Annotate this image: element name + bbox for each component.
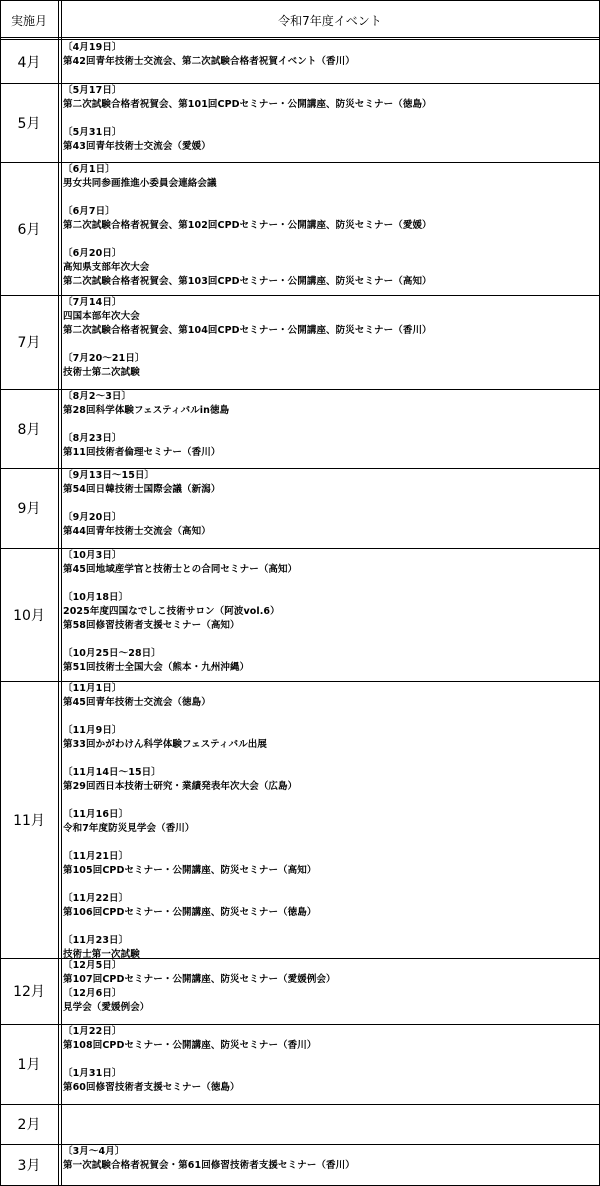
event-date: 〔1月31日〕 xyxy=(63,1068,122,1079)
event-title: 第45回地域産学官と技術士との合同セミナー（高知） xyxy=(63,564,298,575)
events-cell xyxy=(63,163,598,289)
month-cell: 2月 xyxy=(17,1117,41,1133)
event-title: 第29回西日本技術士研究・業績発表年次大会（広島） xyxy=(63,781,298,792)
events-cell xyxy=(63,390,598,460)
event-title: 第43回青年技術士交流会（愛媛） xyxy=(63,141,211,152)
event-entry xyxy=(63,549,598,577)
row-divider xyxy=(0,0,600,1)
event-title: 第51回技術士全国大会（熊本・九州沖縄） xyxy=(63,662,250,673)
month-cell: 9月 xyxy=(17,501,41,517)
event-date: 〔4月19日〕 xyxy=(63,42,122,53)
event-entry xyxy=(63,84,598,112)
month-cell: 10月 xyxy=(13,607,45,624)
event-title: 第28回科学体験フェスティバルin徳島 xyxy=(63,405,230,416)
event-title: 第11回技術者倫理セミナー（香川） xyxy=(63,447,221,458)
events-cell xyxy=(63,469,598,539)
column-divider xyxy=(58,0,59,1186)
month-cell: 3月 xyxy=(17,1158,41,1174)
events-cell xyxy=(63,1145,598,1173)
event-title: 第一次試験合格者祝賀会・第61回修習技術者支援セミナー（香川） xyxy=(63,1160,355,1171)
event-entry xyxy=(63,41,598,69)
event-title: 2025年度四国なでしこ技術サロン（阿波vol.6） xyxy=(63,606,280,617)
event-title: 第44回青年技術士交流会（高知） xyxy=(63,526,211,537)
event-entry xyxy=(63,682,598,710)
row-divider xyxy=(0,37,600,38)
event-date: 〔6月1日〕 xyxy=(63,164,115,175)
event-title: 第二次試験合格者祝賀会、第103回CPDセミナー・公開講座、防災セミナー（高知） xyxy=(63,276,432,287)
event-entry xyxy=(63,511,598,539)
event-entry xyxy=(63,647,598,675)
event-entry xyxy=(63,432,598,460)
event-date: 〔10月25日～28日〕 xyxy=(63,648,161,659)
event-entry xyxy=(63,959,598,987)
month-column-header: 実施月 xyxy=(10,13,47,28)
event-entry xyxy=(63,390,598,418)
event-title: 第58回修習技術者支援セミナー（高知） xyxy=(63,620,240,631)
event-title: 見学会（愛媛例会） xyxy=(63,1002,150,1013)
event-date: 〔11月23日〕 xyxy=(63,935,129,946)
month-cell: 12月 xyxy=(13,984,45,1000)
event-entry xyxy=(63,892,598,920)
event-entry xyxy=(63,247,598,289)
event-date: 〔5月17日〕 xyxy=(63,85,122,96)
event-title: 令和7年度防災見学会（香川） xyxy=(63,823,195,834)
event-date: 〔11月1日〕 xyxy=(63,683,122,694)
event-entry xyxy=(63,724,598,752)
events-column-header: 令和7年度イベント xyxy=(278,13,382,28)
events-cell xyxy=(63,41,598,69)
event-date: 〔11月9日〕 xyxy=(63,725,122,736)
event-date: 〔11月14日～15日〕 xyxy=(63,767,161,778)
event-date: 〔5月31日〕 xyxy=(63,127,122,138)
event-date: 〔3月～4月〕 xyxy=(63,1146,125,1157)
event-entry xyxy=(63,850,598,878)
event-entry xyxy=(63,808,598,836)
event-title: 四国本部年次大会 xyxy=(63,311,140,322)
event-date: 〔6月20日〕 xyxy=(63,248,122,259)
event-title: 第60回修習技術者支援セミナー（徳島） xyxy=(63,1082,240,1093)
event-date: 〔10月18日〕 xyxy=(63,592,129,603)
event-date: 〔9月13日～15日〕 xyxy=(63,470,155,481)
event-title: 第107回CPDセミナー・公開講座、防災セミナー（愛媛例会） xyxy=(63,974,336,985)
event-title: 第106回CPDセミナー・公開講座、防災セミナー（徳島） xyxy=(63,907,317,918)
event-date: 〔7月14日〕 xyxy=(63,297,122,308)
event-title: 技術士第二次試験 xyxy=(63,367,140,378)
event-entry xyxy=(63,987,598,1015)
events-cell xyxy=(63,549,598,675)
event-entry xyxy=(63,296,598,338)
event-title: 第42回青年技術士交流会、第二次試験合格者祝賀イベント（香川） xyxy=(63,56,355,67)
events-cell xyxy=(63,84,598,154)
event-entry xyxy=(63,1067,598,1095)
event-date: 〔11月16日〕 xyxy=(63,809,129,820)
month-cell: 11月 xyxy=(13,812,45,829)
column-divider xyxy=(61,0,62,1186)
event-title: 第45回青年技術士交流会（徳島） xyxy=(63,697,211,708)
event-date: 〔1月22日〕 xyxy=(63,1026,122,1037)
event-title: 第二次試験合格者祝賀会、第104回CPDセミナー・公開講座、防災セミナー（香川） xyxy=(63,325,432,336)
events-cell xyxy=(63,959,598,1015)
event-title: 第二次試験合格者祝賀会、第101回CPDセミナー・公開講座、防災セミナー（徳島） xyxy=(63,99,432,110)
event-entry xyxy=(63,591,598,633)
month-cell: 7月 xyxy=(17,335,41,351)
month-cell: 1月 xyxy=(17,1057,41,1073)
event-date: 〔11月22日〕 xyxy=(63,893,129,904)
events-cell xyxy=(63,682,598,962)
events-cell xyxy=(63,1025,598,1095)
events-cell xyxy=(63,296,598,380)
event-entry xyxy=(63,205,598,233)
event-date: 〔6月7日〕 xyxy=(63,206,115,217)
event-date: 〔10月3日〕 xyxy=(63,550,122,561)
row-divider xyxy=(0,1104,600,1105)
event-entry xyxy=(63,352,598,380)
event-entry xyxy=(63,1145,598,1173)
event-title: 技術士第一次試験 xyxy=(63,949,140,960)
event-date: 〔7月20～21日〕 xyxy=(63,353,145,364)
event-title: 第33回かがわけん科学体験フェスティバル出展 xyxy=(63,739,267,750)
event-title: 第二次試験合格者祝賀会、第102回CPDセミナー・公開講座、防災セミナー（愛媛） xyxy=(63,220,432,231)
event-title: 男女共同参画推進小委員会連絡会議 xyxy=(63,178,217,189)
event-title: 第54回日韓技術士国際会議（新潟） xyxy=(63,484,221,495)
row-divider xyxy=(0,39,600,40)
event-date: 〔12月5日〕 xyxy=(63,960,122,971)
event-date: 〔11月21日〕 xyxy=(63,851,129,862)
month-cell: 8月 xyxy=(17,421,41,438)
event-entry xyxy=(63,126,598,154)
event-title: 高知県支部年次大会 xyxy=(63,262,150,273)
event-entry xyxy=(63,1025,598,1053)
month-cell: 5月 xyxy=(17,115,41,132)
event-entry xyxy=(63,163,598,191)
event-title: 第105回CPDセミナー・公開講座、防災セミナー（高知） xyxy=(63,865,317,876)
event-entry xyxy=(63,766,598,794)
event-entry xyxy=(63,934,598,962)
event-date: 〔8月23日〕 xyxy=(63,433,122,444)
event-date: 〔9月20日〕 xyxy=(63,512,122,523)
event-date: 〔12月6日〕 xyxy=(63,988,122,999)
month-cell: 6月 xyxy=(17,221,41,238)
event-date: 〔8月2～3日〕 xyxy=(63,391,132,402)
event-entry xyxy=(63,469,598,497)
month-cell: 4月 xyxy=(17,54,41,71)
event-title: 第108回CPDセミナー・公開講座、防災セミナー（香川） xyxy=(63,1040,317,1051)
